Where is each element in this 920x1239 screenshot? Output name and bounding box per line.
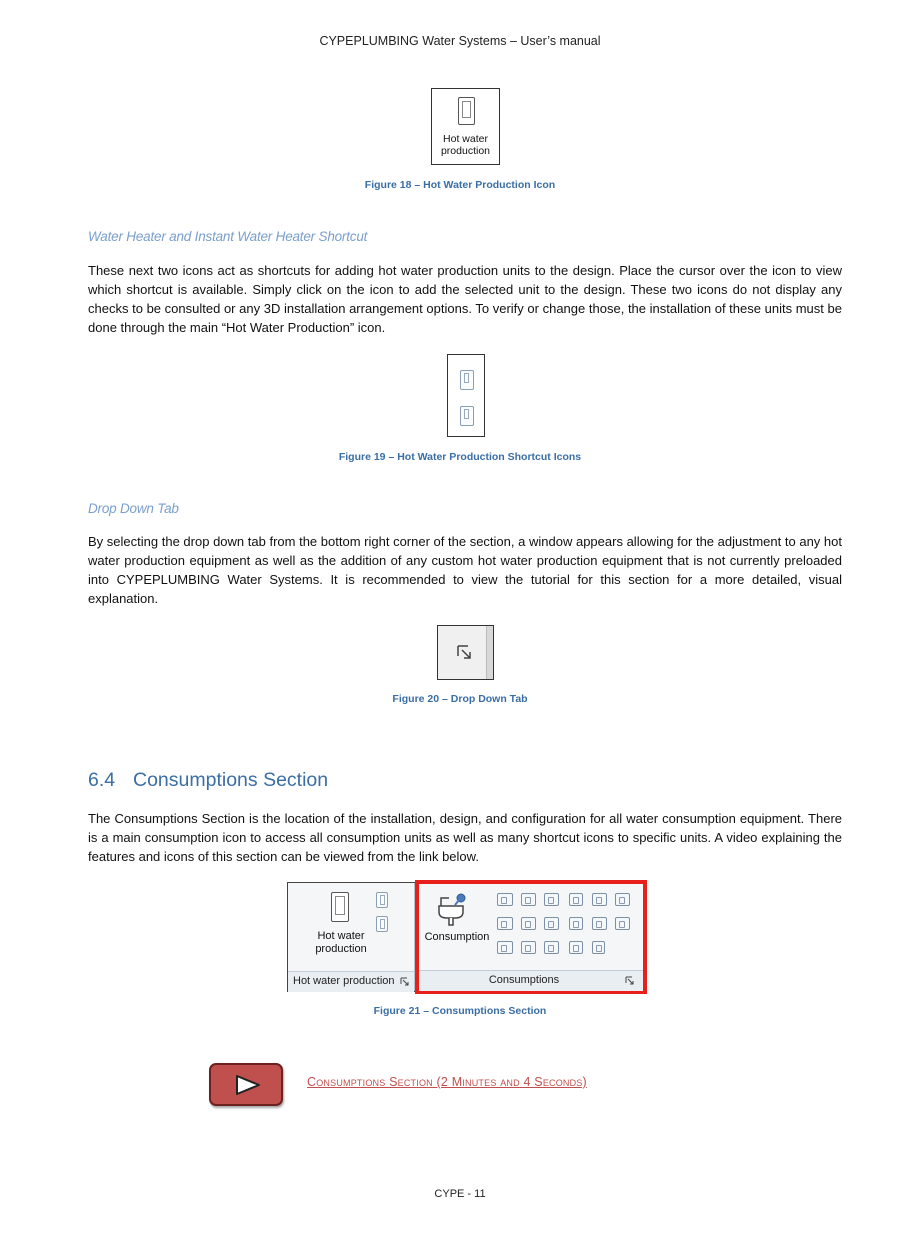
shower-shortcut-icon[interactable] <box>569 893 583 906</box>
figure-18-caption: Figure 18 – Hot Water Production Icon <box>364 179 556 191</box>
water-heater-icon[interactable] <box>331 892 349 922</box>
consumptions-group <box>415 880 647 994</box>
figure-21-caption: Figure 21 – Consumptions Section <box>373 1005 547 1017</box>
toilet-tank-shortcut-icon[interactable] <box>497 917 513 930</box>
video-play-button[interactable] <box>209 1063 283 1106</box>
dialog-launcher-icon[interactable] <box>456 644 474 662</box>
wall-urinal-shortcut-icon[interactable] <box>615 917 630 930</box>
section-heading <box>88 769 328 792</box>
figure-19-caption: Figure 19 – Hot Water Production Shortcut Icons <box>338 451 582 463</box>
shortcut-heading: Water Heater and Instant Water Heater Shortcut <box>88 229 368 244</box>
washbasin-shortcut-icon[interactable] <box>521 893 536 906</box>
consumptions-ribbon-figure <box>287 882 646 992</box>
cooker-shortcut-icon[interactable] <box>569 941 583 954</box>
dropdown-paragraph: By selecting the drop down tab from the bottom right corner of the section, a window appears allowing for the adjustment to any hot water production equipment as well as the addition of any custom hot water production equipment that is not currently preloaded into CYPEPLUMBING Water Systems. It is recommended to view the tutorial for this section for a more detailed, visual explanation. <box>88 534 842 606</box>
hot-water-production-group <box>288 883 415 991</box>
flush-valve-shortcut-icon[interactable] <box>497 941 513 954</box>
drop-down-tab-figure <box>437 625 494 680</box>
play-icon <box>235 1074 261 1096</box>
sink-shortcut-icon[interactable] <box>521 917 536 930</box>
hose-tap-shortcut-icon[interactable] <box>544 941 559 954</box>
sink-icon[interactable] <box>435 892 471 926</box>
hot-water-label-line2: production <box>315 943 367 955</box>
toilet-shortcut-icon[interactable] <box>497 893 513 906</box>
urinal-shortcut-icon[interactable] <box>615 893 630 906</box>
consumptions-paragraph: The Consumptions Section is the location of the installation, design, and configuration for all water consumption equipment. There is a main consumption icon to access all consumption units as well as many shortcut icons to specific units. A video explaining the features and icons of this section can be viewed from the link below. <box>88 811 842 864</box>
water-heater-shortcut-icon <box>460 370 474 390</box>
icon-label-line1: Hot water <box>443 133 488 145</box>
shortcut-icons-figure <box>447 354 485 437</box>
water-heater-shortcut-icon[interactable] <box>376 892 388 908</box>
water-heater-icon <box>458 97 475 125</box>
consumption-label: Consumption <box>424 931 490 943</box>
video-link[interactable]: Consumptions Section (2 Minutes and 4 Seconds) <box>307 1075 587 1089</box>
bathtub-shortcut-icon[interactable] <box>544 917 559 930</box>
section-number: 6.4 <box>88 769 116 791</box>
dropdown-heading: Drop Down Tab <box>88 501 179 516</box>
page-header: CYPEPLUMBING Water Systems – User’s manual <box>319 34 601 48</box>
hot-water-production-icon-figure <box>431 88 500 165</box>
kitchen-sink-shortcut-icon[interactable] <box>592 893 607 906</box>
fountain-shortcut-icon[interactable] <box>592 941 605 954</box>
bidet-shortcut-icon[interactable] <box>544 893 559 906</box>
consumptions-group-label: Consumptions <box>488 974 560 986</box>
hot-water-group-label: Hot water production <box>293 975 395 987</box>
section-title: Consumptions Section <box>133 769 329 791</box>
dishwasher-shortcut-icon[interactable] <box>569 917 583 930</box>
hot-water-label-line1: Hot water <box>317 930 365 942</box>
instant-water-heater-shortcut-icon <box>460 406 474 426</box>
utility-sink-shortcut-icon[interactable] <box>521 941 536 954</box>
dialog-launcher-icon[interactable] <box>625 976 635 986</box>
figure-20-caption: Figure 20 – Drop Down Tab <box>392 693 528 705</box>
washing-machine-shortcut-icon[interactable] <box>592 917 607 930</box>
page-footer: CYPE - 11 <box>434 1188 486 1200</box>
shortcut-paragraph: These next two icons act as shortcuts for adding hot water production units to the design. Place the cursor over the icon to view which shortcut is available. Simply click on the icon to add the selected unit to the design. These two icons do not display any checks to be consulted or any 3D installation arrangement options. To verify or change those, the installation of these units must be done through the main “Hot Water Production” icon. <box>88 263 842 335</box>
dialog-launcher-icon[interactable] <box>400 977 410 987</box>
icon-label-line2: production <box>440 145 491 157</box>
